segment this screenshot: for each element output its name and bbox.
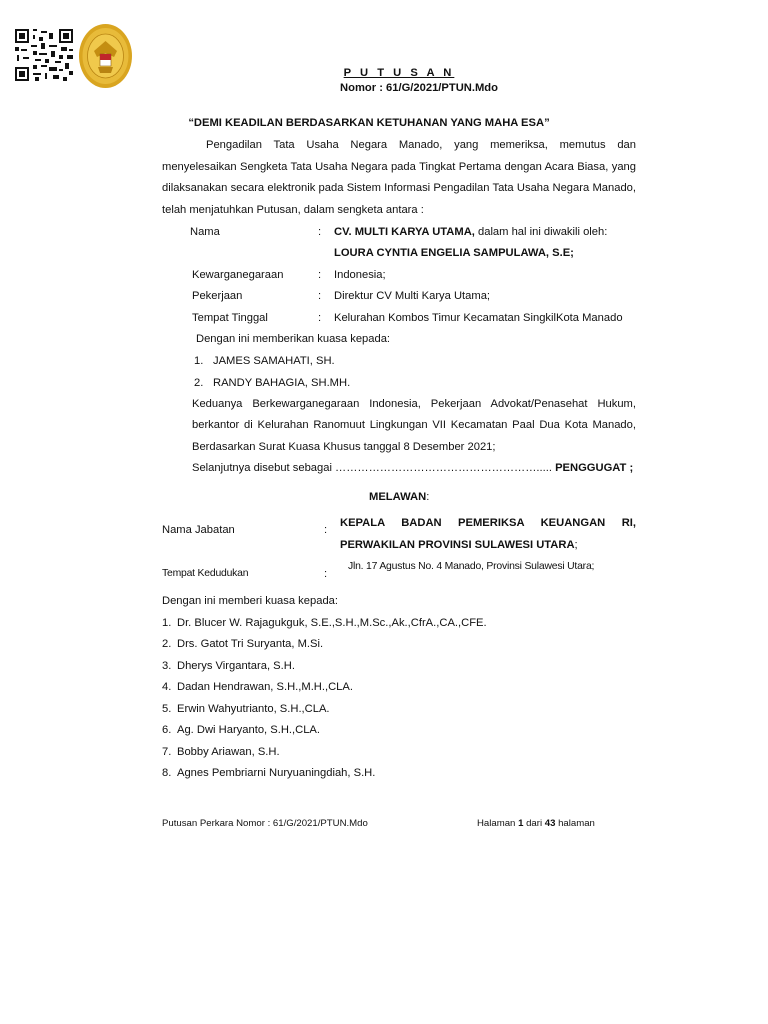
label-nama: Nama (190, 226, 220, 238)
page-of: dari (523, 818, 545, 829)
colon: : (318, 226, 322, 238)
label-pekerjaan: Pekerjaan (192, 290, 243, 302)
list-number: 4. (162, 681, 172, 693)
attorney-description-line-1: Keduanya Berkewarganegaraan Indonesia, Pekerjaan Advokat/Penasehat Hukum, (192, 398, 636, 410)
plaintiff-address: Kelurahan Kombos Timur Kecamatan SingkilKota Manado (334, 312, 623, 324)
defendant-attorney: Drs. Gatot Tri Suryanta, M.Si. (177, 638, 324, 650)
list-number: 1. (194, 355, 204, 367)
melawan-text: MELAWAN (369, 491, 427, 503)
plaintiff-representation: dalam hal ini diwakili oleh: (474, 226, 608, 238)
colon: : (318, 312, 322, 324)
list-number: 6. (162, 724, 172, 736)
defendant-attorney: Erwin Wahyutrianto, S.H.,CLA. (177, 703, 330, 715)
defendant-address: Jln. 17 Agustus No. 4 Manado, Provinsi Sulawesi Utara; (348, 561, 595, 572)
defendant-position-line-2: PERWAKILAN PROVINSI SULAWESI UTARA; (340, 539, 578, 551)
defendant-office: PERWAKILAN PROVINSI SULAWESI UTARA (340, 539, 575, 551)
footer-page-indicator (477, 818, 595, 829)
colon: : (324, 524, 328, 536)
plaintiff-attorney: RANDY BAHAGIA, SH.MH. (213, 377, 351, 389)
melawan-heading: MELAWAN: (369, 491, 430, 503)
intro-line-4: telah menjatuhkan Putusan, dalam sengketa antara : (162, 204, 424, 216)
defendant-attorney: Agnes Pembriarni Nuryuaningdiah, S.H. (177, 767, 376, 779)
defendant-attorney: Ag. Dwi Haryanto, S.H.,CLA. (177, 724, 321, 736)
footer-case-number: Putusan Perkara Nomor : 61/G/2021/PTUN.Mdo (162, 818, 368, 829)
label-tempat-tinggal: Tempat Tinggal (192, 312, 268, 324)
defendant-attorney: Dherys Virgantara, S.H. (177, 660, 295, 672)
colon: : (318, 269, 322, 281)
colon: : (324, 568, 328, 580)
intro-line-2: menyelesaikan Sengketa Tata Usaha Negara pada Tingkat Pertama dengan Acara Biasa, yang (162, 161, 636, 173)
plaintiff-designation-line (192, 462, 633, 474)
defendant-attorney: Dr. Blucer W. Rajagukguk, S.E.,S.H.,M.Sc.,Ak.,CfrA.,CA.,CFE. (177, 617, 487, 629)
defendant-position-line-1: KEPALA BADAN PEMERIKSA KEUANGAN RI, (340, 517, 636, 529)
list-number: 2. (194, 377, 204, 389)
plaintiff-representative: LOURA CYNTIA ENGELIA SAMPULAWA, S.E; (334, 247, 574, 259)
plaintiff-company: CV. MULTI KARYA UTAMA, (334, 226, 475, 238)
plaintiff-occupation: Direktur CV Multi Karya Utama; (334, 290, 491, 302)
list-number: 7. (162, 746, 172, 758)
list-number: 1. (162, 617, 172, 629)
label-kewarganegaraan: Kewarganegaraan (192, 269, 284, 281)
colon: : (318, 290, 322, 302)
attorney-description-line-3: Berdasarkan Surat Kuasa Khusus tanggal 8 Desember 2021; (192, 441, 496, 453)
plaintiff-power-of-attorney-intro: Dengan ini memberikan kuasa kepada: (196, 333, 391, 345)
list-number: 5. (162, 703, 172, 715)
defendant-power-of-attorney-intro: Dengan ini memberi kuasa kepada: (162, 595, 338, 607)
list-number: 8. (162, 767, 172, 779)
defendant-attorney: Bobby Ariawan, S.H. (177, 746, 280, 758)
label-nama-jabatan: Nama Jabatan (162, 524, 235, 536)
court-emblem-logo (78, 23, 133, 89)
page-prefix: Halaman (477, 818, 519, 829)
list-number: 3. (162, 660, 172, 672)
attorney-description-line-2: berkantor di Kelurahan Ranomuut Lingkungan VII Kecamatan Paal Dua Kota Manado, (192, 419, 636, 431)
page-suffix: halaman (555, 818, 595, 829)
document-number: Nomor : 61/G/2021/PTUN.Mdo (340, 82, 498, 94)
page-total: 43 (544, 818, 556, 829)
intro-line-3: dilaksanakan secara elektronik pada Sistem Informasi Pengadilan Tata Usaha Negara Manado, (162, 182, 636, 194)
plaintiff-name (334, 226, 607, 238)
plaintiff-attorney: JAMES SAMAHATI, SH. (213, 355, 335, 367)
intro-line-1: Pengadilan Tata Usaha Negara Manado, yang memeriksa, memutus dan (206, 139, 636, 151)
document-title: P U T U S A N (343, 67, 455, 79)
plaintiff-nationality: Indonesia; (334, 269, 386, 281)
motto-heading: “DEMI KEADILAN BERDASARKAN KETUHANAN YANG MAHA ESA” (188, 117, 550, 129)
list-number: 2. (162, 638, 172, 650)
defendant-attorney: Dadan Hendrawan, S.H.,M.H.,CLA. (177, 681, 353, 693)
designation-lead: Selanjutnya disebut sebagai ………………………………………………..... (192, 462, 552, 474)
page-number: 1 (518, 818, 524, 829)
label-tempat-kedudukan: Tempat Kedudukan (162, 568, 249, 579)
designation-penggugat: PENGGUGAT ; (551, 462, 634, 474)
